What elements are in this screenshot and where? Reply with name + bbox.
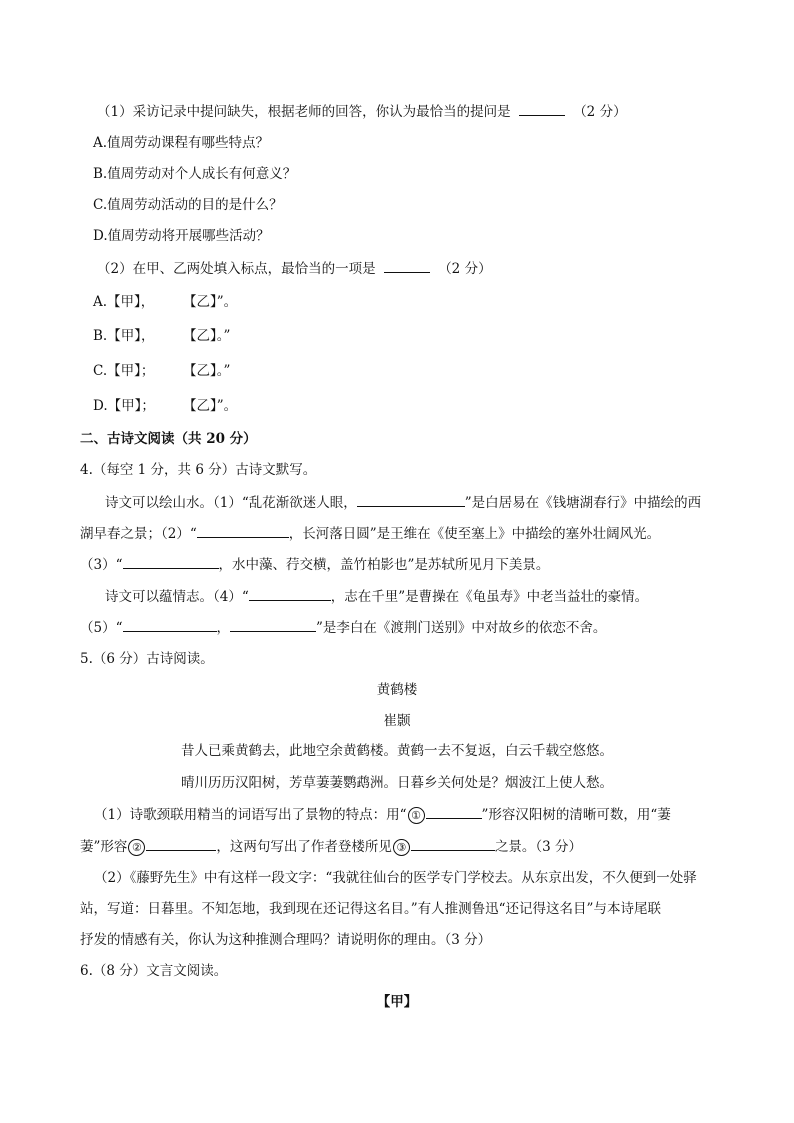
passage-label: 【甲】 xyxy=(376,994,418,1010)
choice-jia: B.【甲】， xyxy=(93,328,155,344)
q6-heading: 6.（8 分）文言文阅读。 xyxy=(80,963,228,979)
choice-yi: 【乙】。” xyxy=(183,328,231,344)
q4-line-4 xyxy=(105,586,648,607)
q4-text: 湖早春之景；（2）“ xyxy=(80,526,197,542)
q3-subquestion-2 xyxy=(97,258,492,279)
answer-blank[interactable] xyxy=(249,586,331,601)
q5-subquestion-1-cont xyxy=(80,836,582,857)
q4-line-5 xyxy=(80,617,606,638)
q3-option-a: A.值周劳动课程有哪些特点？ xyxy=(93,135,270,151)
q5-subquestion-1 xyxy=(94,804,671,825)
q3-option-d: D.值周劳动将开展哪些活动？ xyxy=(93,228,270,244)
q4-line-1 xyxy=(105,492,701,513)
poem-title: 黄鹤楼 xyxy=(376,682,418,698)
q3-s2-text: （2）在甲、乙两处填入标点，最恰当的一项是 xyxy=(97,261,376,277)
answer-blank[interactable] xyxy=(123,617,217,632)
q5-text: 萋”形容 xyxy=(80,839,128,855)
q4-text: ， xyxy=(216,620,230,636)
answer-blank[interactable] xyxy=(123,554,219,569)
q3-option-c: C.值周劳动活动的目的是什么？ xyxy=(93,197,283,213)
q4-text: ”是白居易在《钱塘湖春行》中描绘的西 xyxy=(464,495,702,511)
choice-jia: D.【甲】； xyxy=(93,398,155,414)
answer-blank[interactable] xyxy=(519,101,565,116)
poem-line: 昔人已乘黄鹤去，此地空余黄鹤楼。黄鹤一去不复返，白云千载空悠悠。 xyxy=(181,743,613,759)
q3-choice-a xyxy=(93,292,154,312)
q4-text: （3）“ xyxy=(80,557,123,573)
answer-blank[interactable] xyxy=(426,804,482,819)
blank-number: ③ xyxy=(393,839,410,856)
blank-number: ① xyxy=(408,807,425,824)
q4-text: ”是李白在《渡荆门送别》中对故乡的依恋不舍。 xyxy=(316,620,607,636)
choice-jia: A.【甲】， xyxy=(93,294,155,310)
q4-text: ，水中藻、荇交横，盖竹柏影也”是苏轼所见月下美景。 xyxy=(218,557,550,573)
answer-blank[interactable] xyxy=(146,836,216,851)
q3-s1-score: （2 分） xyxy=(573,104,627,120)
q4-heading: 4.（每空 1 分，共 6 分）古诗文默写。 xyxy=(80,462,317,478)
q5-subquestion-2: （2）《藤野先生》中有这样一段文字：“我就往仙台的医学专门学校去。从东京出发，不久便到一处驿 xyxy=(94,870,697,886)
answer-blank[interactable] xyxy=(357,492,465,507)
q5-text: （1）诗歌颈联用精当的词语写出了景物的特点：用“ xyxy=(94,807,407,823)
q3-option-b: B.值周劳动对个人成长有何意义？ xyxy=(93,166,297,182)
choice-yi: 【乙】。” xyxy=(183,363,231,379)
answer-blank[interactable] xyxy=(230,617,316,632)
q5-heading: 5.（6 分）古诗阅读。 xyxy=(80,651,214,667)
q4-text: （5）“ xyxy=(80,620,123,636)
q3-choice-b xyxy=(93,326,154,346)
q4-text: 诗文可以蕴情志。（4）“ xyxy=(105,589,249,605)
q3-s2-score: （2 分） xyxy=(438,261,492,277)
poem-author: 崔颢 xyxy=(383,713,411,729)
q5-subquestion-2-cont: 站，写道：日暮里。不知怎地，我到现在还记得这名目。”有人推测鲁迅“还记得这名目”与本诗尾联 xyxy=(80,901,661,917)
choice-jia: C.【甲】； xyxy=(93,363,155,379)
answer-blank[interactable] xyxy=(197,523,289,538)
q3-choice-c xyxy=(93,361,154,381)
q5-text: 之景。（3 分） xyxy=(494,839,583,855)
q3-choice-d xyxy=(93,396,155,416)
q5-text: ”形容汉阳树的清晰可数，用“萋 xyxy=(481,807,671,823)
answer-blank[interactable] xyxy=(384,258,430,273)
poem-line: 晴川历历汉阳树，芳草萋萋鹦鹉洲。日暮乡关何处是？烟波江上使人愁。 xyxy=(181,775,613,791)
q4-line-3 xyxy=(80,554,549,575)
q4-text: 诗文可以绘山水。（1）“乱花渐欲迷人眼， xyxy=(105,495,357,511)
q4-text: ，长河落日圆”是王维在《使至塞上》中描绘的塞外壮阔风光。 xyxy=(288,526,661,542)
q5-text: ，这两句写出了作者登楼所见 xyxy=(216,839,392,855)
q3-s1-text: （1）采访记录中提问缺失，根据老师的回答，你认为最恰当的提问是 xyxy=(97,104,511,120)
q5-subquestion-2-cont: 抒发的情感有关，你认为这种推测合理吗？请说明你的理由。（3 分） xyxy=(80,932,492,948)
q4-line-2 xyxy=(80,523,660,544)
q4-text: ，志在千里”是曹操在《龟虽寿》中老当益壮的豪情。 xyxy=(330,589,649,605)
blank-number: ② xyxy=(128,839,145,856)
answer-blank[interactable] xyxy=(411,836,495,851)
section-title: 二、古诗文阅读（共 20 分） xyxy=(80,431,257,447)
q3-subquestion-1 xyxy=(97,101,627,122)
choice-yi: 【乙】”。 xyxy=(183,398,238,414)
choice-yi: 【乙】”。 xyxy=(183,294,238,310)
